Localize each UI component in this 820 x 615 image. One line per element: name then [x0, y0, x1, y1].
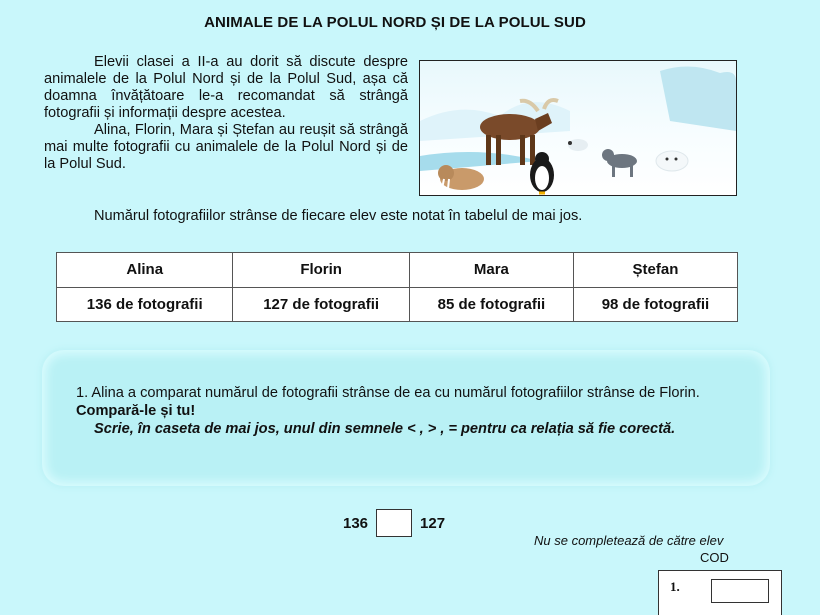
photos-table	[56, 252, 738, 322]
grader-note: Nu se completează de către elev	[534, 533, 724, 548]
task-question: Alina a comparat numărul de fotografii strânse de ea cu numărul fotografiilor strânse de Florin.	[91, 385, 700, 401]
table-cell: 85 de fotografii	[409, 287, 573, 322]
task-number: 1.	[76, 385, 89, 401]
task-instruction: Scrie, în caseta de mai jos, unul din semnele < , > , = pentru ca relația să fie corectă.	[94, 421, 676, 437]
table-header: Florin	[233, 253, 409, 288]
task-statement	[76, 384, 742, 420]
table-cell: 127 de fotografii	[233, 287, 409, 322]
left-number: 136	[343, 514, 369, 532]
task-emphasis: Compară-le și tu!	[76, 403, 196, 419]
code-item-number: 1.	[670, 579, 680, 594]
table-row	[57, 287, 738, 322]
intro-text	[44, 54, 408, 173]
cod-label: COD	[700, 550, 729, 565]
table-header: Alina	[57, 253, 233, 288]
code-table	[658, 570, 782, 615]
intro-paragraph-2: Alina, Florin, Mara și Ștefan au reușit să strângă mai multe fotografii cu animalele de la Polul Nord și de la Polul Sud.	[44, 122, 408, 172]
page-title: ANIMALE DE LA POLUL NORD ȘI DE LA POLUL SUD	[204, 14, 586, 31]
comparison-row	[343, 508, 445, 538]
table-header: Ștefan	[573, 253, 737, 288]
table-cell: 136 de fotografii	[57, 287, 233, 322]
task-text	[76, 384, 742, 438]
polar-bear-icon	[656, 151, 688, 171]
table-header-row	[57, 253, 738, 288]
seal-pup-icon	[568, 139, 588, 151]
table-header: Mara	[409, 253, 573, 288]
right-number: 127	[420, 514, 446, 532]
code-field	[711, 579, 769, 603]
sign-answer-box[interactable]	[376, 509, 412, 537]
intro-paragraph-1: Elevii clasei a II-a au dorit să discute despre animalele de la Polul Nord și de la Polul Sud, așa că doamna învățătoare le-a recomandat să strângă fotografii și informații despre acestea.	[44, 54, 408, 121]
intro-paragraph-3: Numărul fotografiilor strânse de fiecare elev este notat în tabelul de mai jos.	[94, 208, 583, 224]
polar-animals-picture	[419, 60, 737, 196]
table-cell: 98 de fotografii	[573, 287, 737, 322]
